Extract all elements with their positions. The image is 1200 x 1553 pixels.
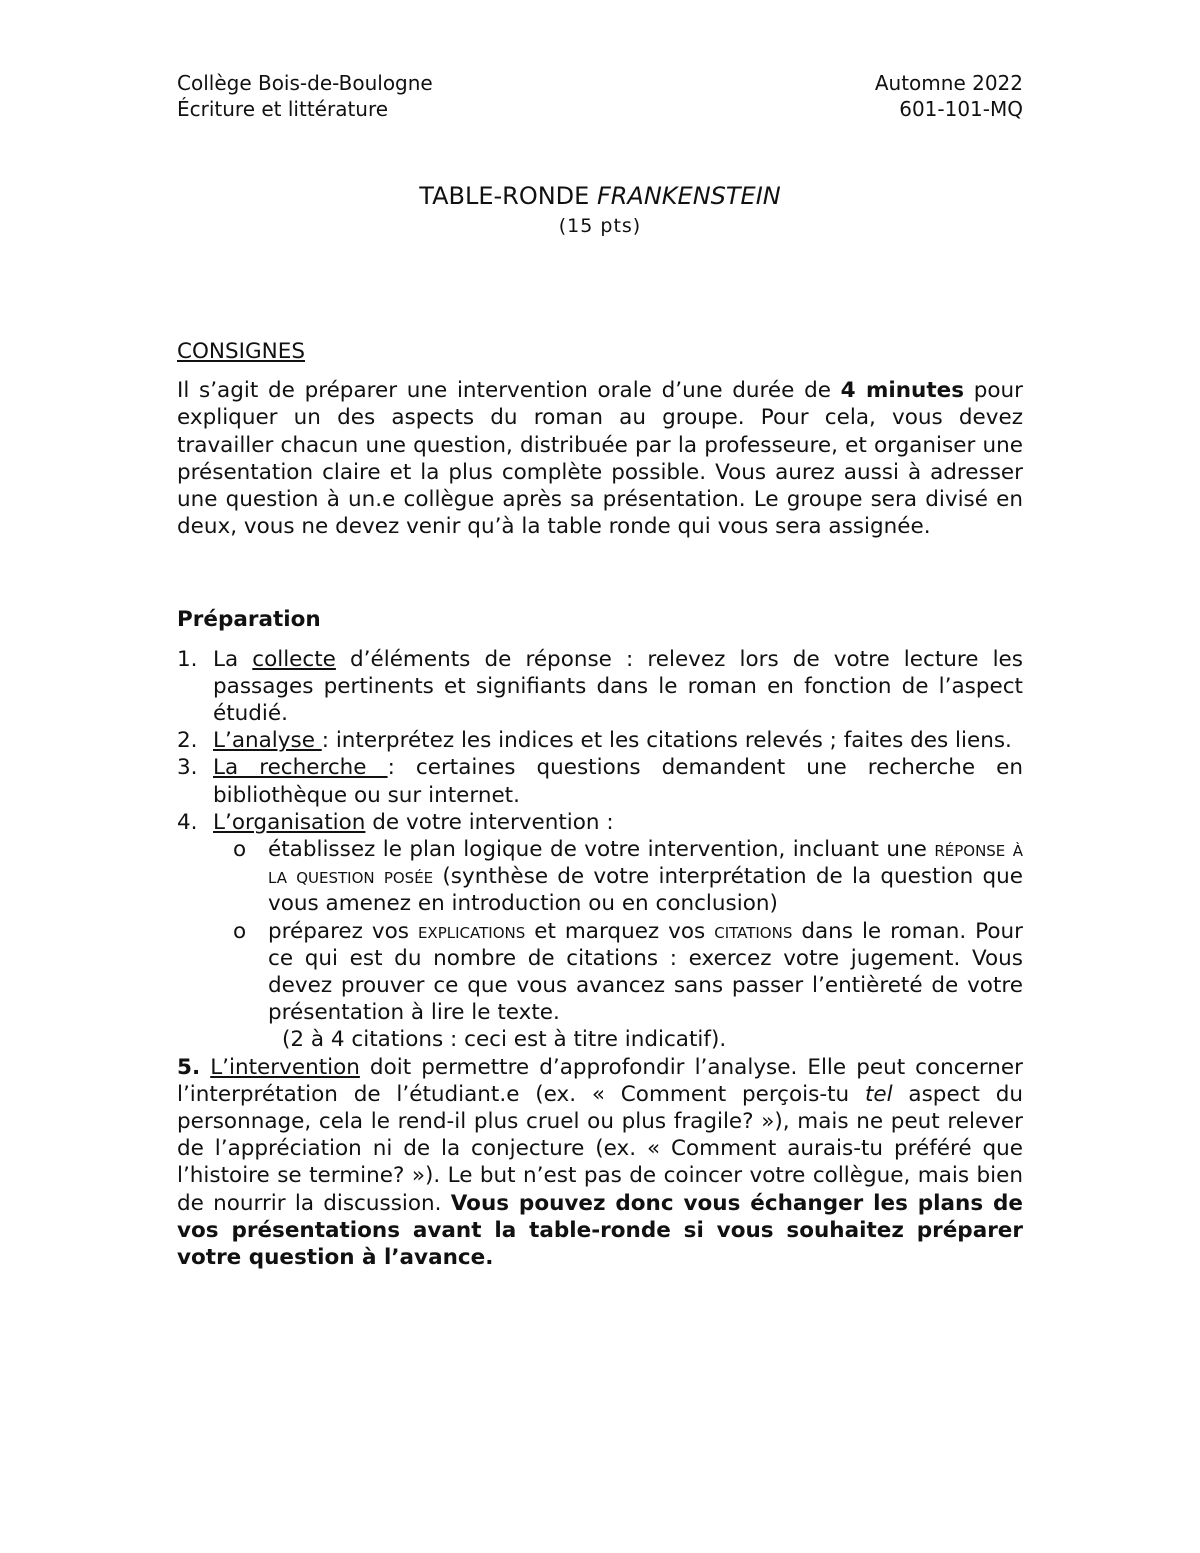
consignes-heading: CONSIGNES [177, 339, 305, 364]
work-title: FRANKENSTEIN [596, 182, 781, 210]
duration: 4 minutes [840, 378, 965, 404]
list-item: 5. L’intervention doit permettre d’approfondir l’analyse. Elle peut concerner l’interprétation de l’étudiant.e (ex. « Comment perçois-tu tel aspect du personnage, cela le rend-il plus cruel ou plus fragile? »), mais ne peut relever de l’appréciation ni de la conjecture (ex. « Comment aurais-tu préféré que l’histoire se termine? »). Le but n’est pas de coincer votre collègue, mais bien de nourrir la discussion. Vous pouvez donc vous échanger les plans de vos présentations avant la table-ronde si vous souhaitez préparer votre question à l’avance. [177, 1054, 1023, 1271]
preparation-heading: Préparation [177, 607, 321, 633]
course-code: 601-101-MQ [899, 97, 1023, 121]
list-item: 1. La collecte d’éléments de réponse : relevez lors de votre lecture les passages pertinents et signifiants dans le roman en fonction de l’aspect étudié. [177, 646, 1023, 727]
sub-list-item: o établissez le plan logique de votre intervention, incluant une réponse à la question posée (synthèse de votre interprétation de la question que vous amenez en introduction ou en conclusion) [233, 837, 1023, 917]
course-name: Écriture et littérature [177, 97, 389, 121]
college-name: Collège Bois-de-Boulogne [177, 71, 433, 95]
sub-list-item: o préparez vos explications et marquez vos citations dans le roman. Pour ce qui est du nombre de citations : exercez votre jugement. Vous devez prouver ce que vous avancez sans passer l’entièreté de votre présentation à lire le texte. [233, 918, 1023, 1026]
page-title: TABLE-RONDE FRANKENSTEIN [419, 182, 781, 210]
semester: Automne 2022 [874, 71, 1023, 95]
list-item: 3. La recherche : certaines questions demandent une recherche en bibliothèque ou sur internet. [177, 755, 1023, 808]
citations-note: (2 à 4 citations : ceci est à titre indicatif). [282, 1027, 727, 1053]
points-label: (15 pts) [558, 215, 642, 237]
list-item: 2. L’analyse : interprétez les indices et les citations relevés ; faites des liens. [177, 728, 1012, 754]
bullet-icon: o [233, 837, 247, 863]
consignes-paragraph: Il s’agit de préparer une intervention orale d’une durée de 4 minutes pour expliquer un des aspects du roman au groupe. Pour cela, vous devez travailler chacun une question, distribuée par la professeure, et organiser une présentation claire et la plus complète possible. Vous aurez aussi à adresser une question à un.e collègue après sa présentation. Le groupe sera divisé en deux, vous ne devez venir qu’à la table ronde qui vous sera assignée. [177, 378, 1023, 540]
bullet-icon: o [233, 918, 247, 944]
list-item: 4. L’organisation de votre intervention : [177, 809, 614, 835]
preparation-list [177, 646, 1023, 1272]
header-left [177, 70, 433, 122]
main-content [177, 338, 1023, 1271]
header-right [875, 70, 1023, 122]
